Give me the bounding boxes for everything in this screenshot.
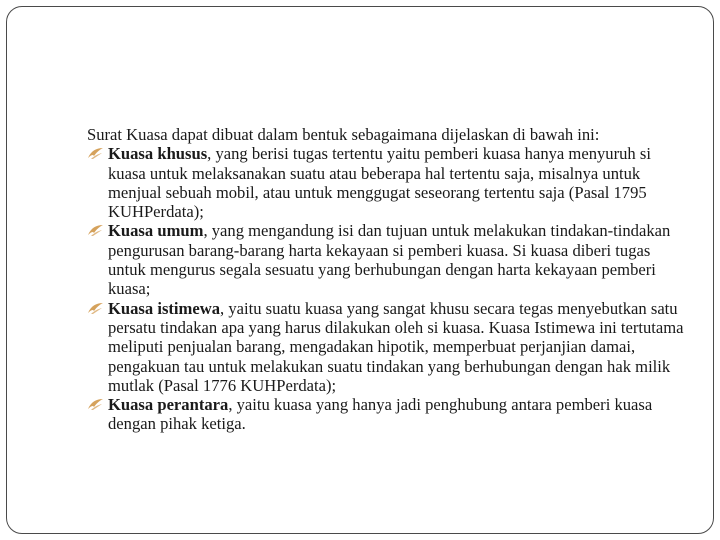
bullet-list bbox=[87, 144, 687, 433]
bullet-text: , yang mengandung isi dan tujuan untuk melakukan tindakan-tindakan pengurusan barang-barang harta kekayaan si pemberi kuasa. Si kuasa diberi tugas untuk mengurus segala sesuatu yang berhubungan dengan harta kekayaan pemberi kuasa; bbox=[108, 221, 671, 299]
bullet-item-kuasa-khusus bbox=[87, 144, 687, 221]
bullet-term: Kuasa khusus bbox=[108, 144, 208, 164]
slide-frame bbox=[6, 6, 714, 534]
bullet-term: Kuasa perantara bbox=[108, 395, 229, 415]
bullet-term: Kuasa umum bbox=[108, 221, 204, 241]
intro-paragraph: Surat Kuasa dapat dibuat dalam bentuk sebagaimana dijelaskan di bawah ini: bbox=[87, 125, 600, 144]
bullet-text: , yaitu kuasa yang hanya jadi penghubung antara pemberi kuasa dengan pihak ketiga. bbox=[108, 395, 653, 434]
bullet-item-kuasa-perantara bbox=[87, 395, 687, 434]
bullet-text: , yaitu suatu kuasa yang sangat khusu secara tegas menyebutkan satu persatu tindakan apa yang harus dilakukan oleh si kuasa. Kuasa Istimewa ini tertutama meliputi penjualan barang, mengadakan hipotik, memperbuat perjanjian damai, pengakuan tau untuk melakukan suatu tindakan yang berhubungan dengan hak milik mutlak (Pasal 1776 KUHPerdata); bbox=[108, 298, 684, 395]
bullet-item-kuasa-istimewa bbox=[87, 299, 687, 395]
wing-bullet-icon bbox=[87, 302, 104, 315]
wing-bullet-icon bbox=[87, 224, 104, 237]
bullet-term: Kuasa istimewa bbox=[108, 298, 221, 318]
wing-bullet-icon bbox=[87, 147, 104, 160]
slide-content bbox=[87, 125, 687, 434]
bullet-text: , yang berisi tugas tertentu yaitu pemberi kuasa hanya menyuruh si kuasa untuk melaksanakan suatu atau beberapa hal tertentu saja, misalnya untuk menjual sebuah mobil, atau untuk menggugat seseorang tertentu saja (Pasal 1795 KUHPerdata); bbox=[108, 144, 651, 222]
bullet-item-kuasa-umum bbox=[87, 221, 687, 298]
wing-bullet-icon bbox=[87, 398, 104, 411]
